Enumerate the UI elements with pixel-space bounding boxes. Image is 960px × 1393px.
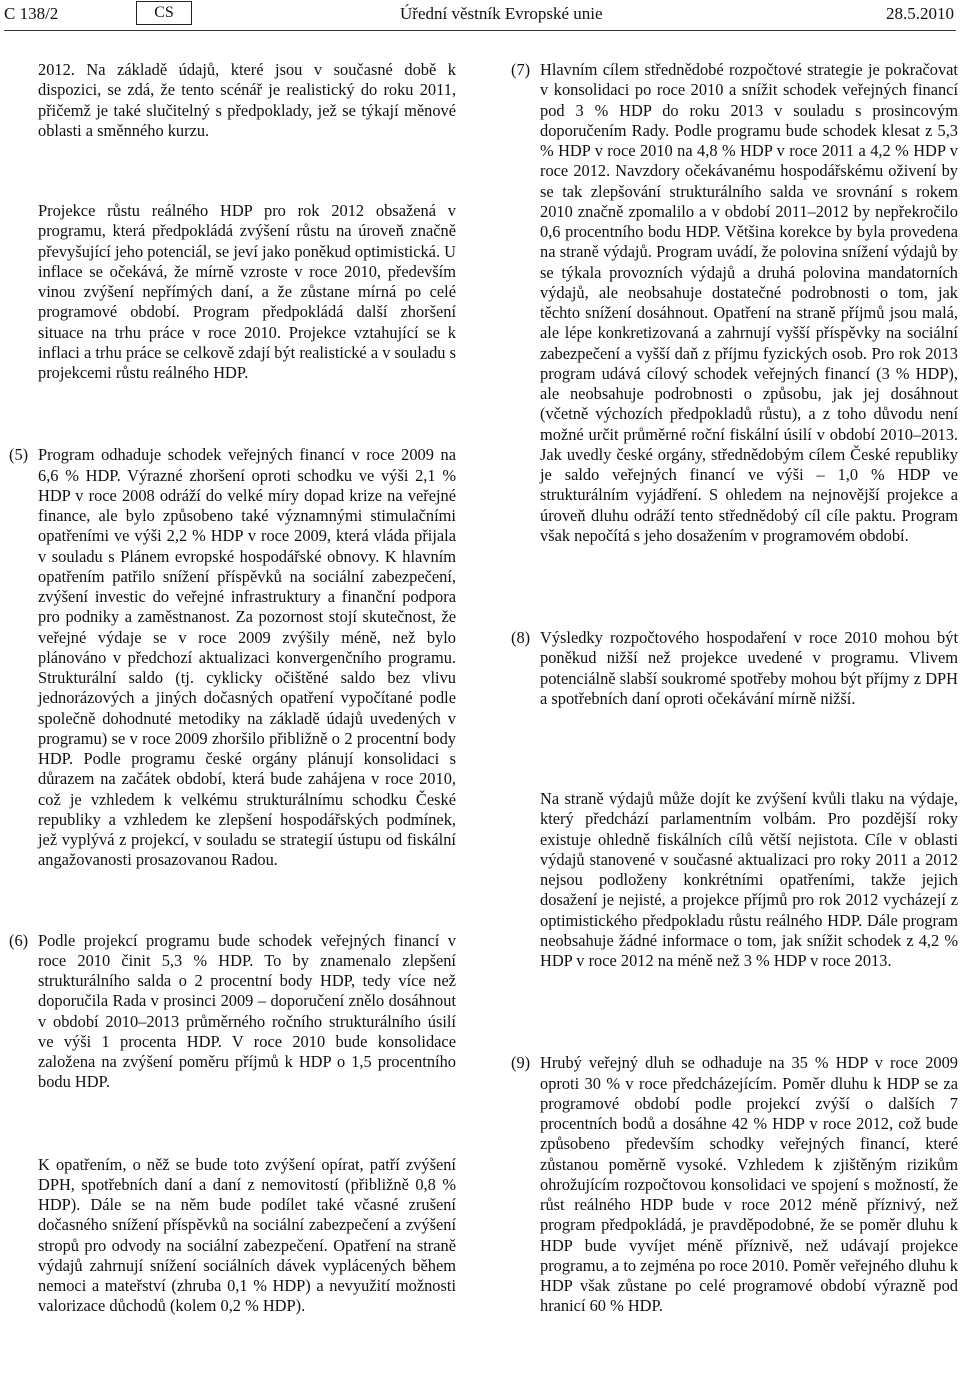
item-9 <box>511 1053 958 1316</box>
paragraph-continuation: 2012. Na základě údajů, které jsou v současné době k dispozici, se zdá, že tento scénář je realistický do roku 2011, přičemž je také slučitelný s předpoklady, jež se týkají měnové oblasti a směnného kurzu. <box>38 60 456 140</box>
language-code-box: CS <box>136 1 192 25</box>
paragraph-gdp-projection: Projekce růstu reálného HDP pro rok 2012 obsažená v programu, která předpokládá zvýšení růstu na úroveň značně převyšující jeho potenciál, se jeví jako poněkud optimistická. U inflace se očekává, že mírně vzroste v roce 2010, především vinou zvýšení nepřímých daní, a že zůstane mírná po celé programové období. Program předpokládá další zhoršení situace na trhu práce v roce 2010. Projekce vztahující se k inflaci a trhu práce se celkově zdají být realistické a v souladu s projekcemi růstu reálného HDP. <box>38 201 456 382</box>
item-number: (6) <box>9 930 29 950</box>
paragraph-measures: K opatřením, o něž se bude toto zvýšení opírat, patří zvýšení DPH, spotřebních daní a daní z nemovitostí (přibližně 0,8 % HDP). Dále se na něm bude podílet také včasné zrušení dočasného snížení příspěvků na sociální zabezpečení a zvýšení stropů pro odvody na sociální zabezpečení. Opatření na straně výdajů zahrnují snížení sociálních dávek vyplácených během nemoci a mateřství (zhruba 0,1 % HDP) a nevyužití možnosti valorizace důchodů (kolem 0,2 % HDP). <box>38 1154 456 1316</box>
item-8 <box>511 628 958 709</box>
item-number: (5) <box>9 445 29 465</box>
item-number: (7) <box>511 60 531 79</box>
item-text: Hlavním cílem střednědobé rozpočtové strategie je pokračovat v konsolidaci po roce 2010 a snížit schodek veřejných financí pod 3 % HDP do roku 2013 v souladu s prosincovým doporučením Rady. Podle programu bude schodek klesat z 5,3 % HDP v roce 2010 na 4,8 % HDP v roce 2011 a 4,2 % HDP v roce 2012. Navzdory očekávanému hospodářskému oživení by se tak zlepšování strukturálního salda ve srovnání s rokem 2010 značně zpomalilo a v období 2011–2012 by nepřekročilo 0,6 procentního bodu HDP. Většina korekce by byla provedena na straně výdajů. Program uvádí, že polovina snížení výdajů by se týkala provozních výdajů a druhá polovina mandatorních výdajů, ale neobsahuje dostatečné podrobnosti o tom, jak těchto snížení dosáhnout. Opatření na straně příjmů jsou malá, ale lépe konkretizovaná a zahrnují vyšší příspěvky na sociální zabezpečení a vyšší daň z příjmu fyzických osob. Pro rok 2013 program udává cílový schodek veřejných financí (3 % HDP), ale neobsahuje podrobnosti o způsobu, jak jej dosáhnout (včetně výchozích předpokladů růstu), a z toho důvodu není možné určit průměrné roční fiskální úsilí v období 2010–2013. Jak uvedly české orgány, střednědobým cílem České republiky je saldo veřejných financí ve výši – 1,0 % HDP ve strukturálním vyjádření. S ohledem na nejnovější projekce a úroveň dluhu odráží tento střednědobý cíl cíle paktu. Program však nepočítá s jeho dosažením v programovém období. <box>540 60 958 545</box>
item-text: Podle projekcí programu bude schodek veřejných financí v roce 2010 činit 5,3 % HDP. To by znamenalo zlepšení strukturálního salda o 2 procentní body HDP, tedy více než doporučila Rada v prosinci 2009 – doporučení znělo dosáhnout v období 2010–2013 průměrného ročního strukturálního úsilí ve výši 1 procenta HDP. V roce 2010 bude konsolidace založena na zvýšení poměru příjmů k HDP o 1,5 procentního bodu HDP. <box>38 930 456 1092</box>
item-text: Výsledky rozpočtového hospodaření v roce 2010 mohou být poněkud nižší než projekce uvedené v programu. Vlivem potenciálně slabší soukromé spotřeby mohou být příjmy z DPH a spotřebních daní oproti očekávání mírně nižší. <box>540 628 958 708</box>
left-column <box>9 60 456 1317</box>
item-number: (8) <box>511 628 531 647</box>
item-text: Hrubý veřejný dluh se odhaduje na 35 % HDP v roce 2009 oproti 30 % v roce předcházejícím. Poměr dluhu k HDP se za programové období podle projekcí zvýší o dalších 7 procentních bodů a dosáhne 42 % HDP v roce 2012, což bude způsobeno především schodky veřejných financí, které zůstanou poměrně vysoké. Vzhledem k zjištěným rizikům ohrožujícím rozpočtovou konsolidaci ve spojení s možností, že růst reálného HDP bude v roce 2012 méně příznivý, než program předpokládá, je pravděpodobné, že se poměr dluhu k HDP bude vyvíjet méně příznivě, než udávají projekce programu, a to zejména po roce 2010. Poměr veřejného dluhu k HDP však zůstane po celé programové období výrazně pod hranicí 60 % HDP. <box>540 1053 958 1316</box>
page-reference: C 138/2 <box>4 4 59 23</box>
journal-title: Úřední věstník Evropské unie <box>400 4 603 23</box>
page-header <box>0 0 960 32</box>
item-6 <box>9 930 456 1093</box>
item-text: Program odhaduje schodek veřejných financí v roce 2009 na 6,6 % HDP. Výrazné zhoršení oproti schodku ve výši 2,1 % HDP v roce 2008 odráží do velké míry dopad krize na veřejné finance, ale bylo způsobeno také významnými stimulačními opatřeními ve výši 2,2 % HDP v roce 2009, která vláda přijala v souladu s Plánem evropské hospodářské obnovy. K hlavním opatřením patřilo snížení příspěvků na sociální zabezpečení, zvýšení investic do veřejné infrastruktury a finanční podpora pro podniky a zaměstnanost. Za pozornost stojí skutečnost, že veřejné výdaje se v roce 2009 zvýšily méně, než bylo plánováno v předchozí aktualizaci konvergenčního programu. Strukturální saldo (tj. cyklicky očištěné saldo bez vlivu jednorázových a jiných dočasných opatření vypočítané podle společně dohodnuté metodiky na základě údajů uvedených v programu) se v roce 2009 zhoršilo přibližně o 2 procentní body HDP. Podle programu české orgány plánují konsolidaci s důrazem na začátek období, která bude zahájena v roce 2010, což je vzhledem k velkému strukturálnímu schodku České republiky a vzhledem ke zlepšení hospodářských podmínek, jež vyplývá z projekcí, v souladu se strategií ústupu od fiskální angažovanosti prosazovanou Radou. <box>38 445 456 870</box>
header-rule <box>4 30 956 31</box>
item-5 <box>9 445 456 870</box>
paragraph-expenditure: Na straně výdajů může dojít ke zvýšení kvůli tlaku na výdaje, který předchází parlamentním volbám. Pro pozdější roky existuje ohledně fiskálních cílů větší nejistota. Cíle v oblasti výdajů stanovené v současné aktualizaci pro roky 2011 a 2012 nejsou podloženy konkrétními opatřeními, takže jejich dosažení je nejisté, a projekce příjmů pro rok 2012 vycházejí z optimistického předpokladu růstu reálného HDP. Dále program neobsahuje žádné informace o tom, jak snížit schodek z 4,2 % HDP v roce 2012 na méně než 3 % HDP v roce 2013. <box>540 789 958 970</box>
item-7 <box>511 60 958 546</box>
right-column <box>511 60 958 1317</box>
item-number: (9) <box>511 1053 531 1073</box>
publication-date: 28.5.2010 <box>886 4 954 23</box>
